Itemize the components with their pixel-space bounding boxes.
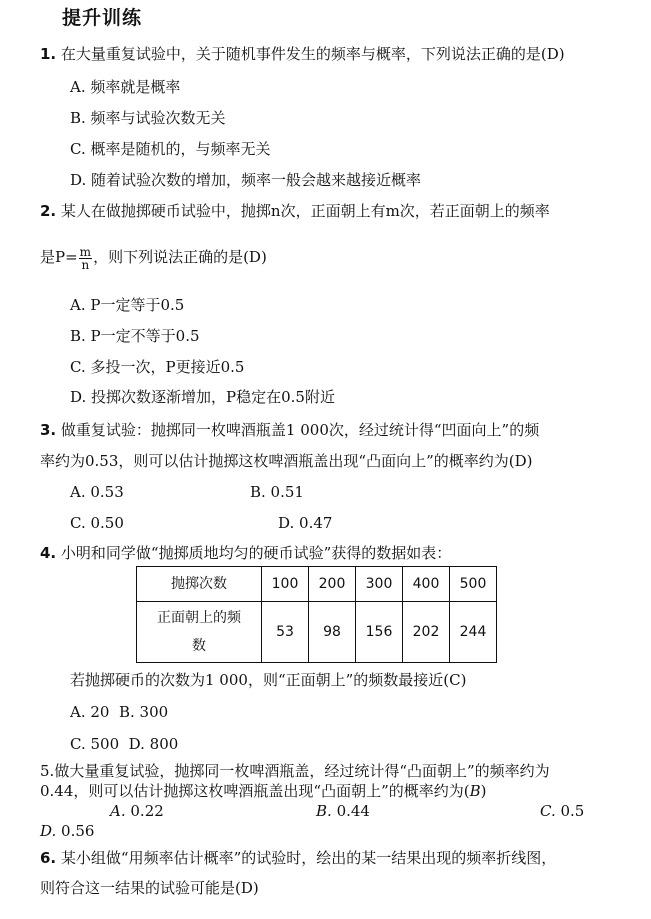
table-cell: 500 [450,567,497,602]
question-2-number: 2. [40,202,57,220]
table-row [137,567,497,602]
question-3-text: 做重复试验：抛掷同一枚啤酒瓶盖1 000次，经过统计得“凹面向上”的频 [60,421,540,439]
question-5-answer: B [469,782,481,800]
question-5-option-b [316,801,370,821]
page-title: 提升训练 [62,7,143,29]
question-4-options-line1: A. 20 B. 300 [70,703,169,721]
table-cell: 300 [356,567,403,602]
table-cell: 400 [403,567,450,602]
table-cell: 100 [262,567,309,602]
option-value: 0.22 [125,802,164,820]
option-letter: C. [540,802,556,820]
table-header-line: 数 [192,638,206,654]
question-3-option-b: B. 0.51 [250,483,304,501]
table-cell: 156 [356,602,403,663]
question-2-suffix: ，则下列说法正确的是(D) [93,248,267,266]
table-cell: 98 [309,602,356,663]
question-5-paren: ) [480,782,487,800]
question-6-stem-line2: 则符合这一结果的试验可能是(D) [40,879,259,897]
table-cell: 244 [450,602,497,663]
fraction-denominator: n [81,257,90,272]
table-cell: 200 [309,567,356,602]
coin-toss-data-table [136,566,497,663]
question-1-stem [40,44,565,64]
question-4-followup: 若抛掷硬币的次数为1 000，则“正面朝上”的频数最接近(C) [70,671,467,689]
question-2-option-d: D. 投掷次数逐渐增加，P稳定在0.5附近 [70,388,335,406]
question-5-option-c [540,801,584,821]
question-4-text: 小明和同学做“抛掷质地均匀的硬币试验”获得的数据如表： [60,544,452,562]
question-1-option-d: D. 随着试验次数的增加，频率一般会越来越接近概率 [70,171,422,189]
table-cell: 202 [403,602,450,663]
question-5-line2-text: 0.44，则可以估计抛掷这枚啤酒瓶盖出现“凸面朝上”的概率约为( [40,782,470,800]
table-header-cell: 抛掷次数 [137,567,262,602]
question-6-number: 6. [40,849,57,867]
table-header-cell [137,602,262,663]
table-row [137,602,497,663]
option-value: 0.5 [555,802,585,820]
question-2-stem-line2 [40,240,267,274]
question-3-option-c: C. 0.50 [70,514,124,532]
question-4-number: 4. [40,544,57,562]
question-1-option-b: B. 频率与试验次数无关 [70,109,226,127]
question-5-stem [40,761,550,781]
question-1-option-a: A. 频率就是概率 [70,78,181,96]
question-4-stem [40,543,451,563]
table-cell: 53 [262,602,309,663]
question-5-stem-line2 [40,781,486,801]
question-2-option-b: B. P一定不等于0.5 [70,327,200,345]
option-letter: A. [110,802,126,820]
question-2-option-c: C. 多投一次，P更接近0.5 [70,358,245,376]
question-3-option-d: D. 0.47 [278,514,333,532]
question-5-option-a [110,801,164,821]
question-2-text: 某人在做抛掷硬币试验中，抛掷n次，正面朝上有m次，若正面朝上的频率 [60,202,550,220]
option-value: 0.56 [56,822,95,840]
question-2-prefix: 是P= [40,248,78,266]
fraction-m-over-n [79,246,92,271]
option-letter: B. [316,802,332,820]
question-5-option-d [40,821,94,841]
table-header-line: 正面朝上的频 [157,610,241,626]
question-3-option-a: A. 0.53 [70,483,124,501]
question-1-number: 1. [40,45,57,63]
question-4-options-line2: C. 500 D. 800 [70,735,179,753]
question-5-text: 做大量重复试验，抛掷同一枚啤酒瓶盖，经过统计得“凸面朝上”的频率约为 [54,762,550,780]
fraction-numerator: m [79,244,92,259]
question-2-option-a: A. P一定等于0.5 [70,296,185,314]
question-1-text: 在大量重复试验中，关于随机事件发生的频率与概率，下列说法正确的是(D) [60,45,565,63]
question-5-number: 5. [40,762,55,780]
question-6-text: 某小组做“用频率估计概率”的试验时，绘出的某一结果出现的频率折线图， [60,849,557,867]
question-6-stem [40,848,556,868]
question-3-stem [40,420,539,440]
question-3-number: 3. [40,421,57,439]
option-value: 0.44 [331,802,370,820]
option-letter: D. [40,822,57,840]
question-1-option-c: C. 概率是随机的，与频率无关 [70,140,271,158]
question-2-stem [40,201,550,221]
question-3-stem-line2: 率约为0.53，则可以估计抛掷这枚啤酒瓶盖出现“凸面向上”的概率约为(D) [40,452,533,470]
